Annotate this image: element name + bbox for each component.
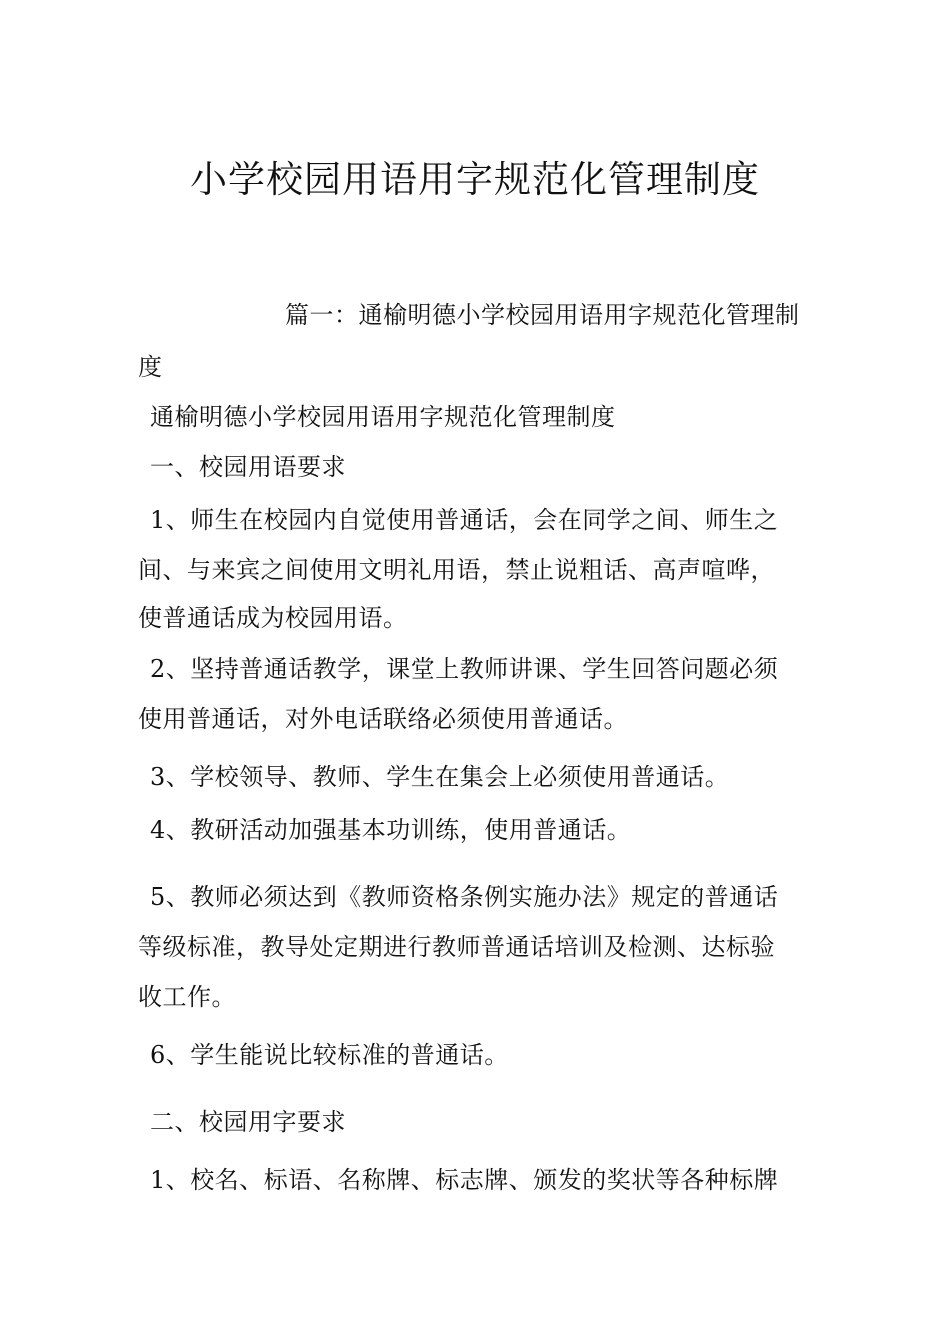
section-2-item-1-line-1: 1、校名、标语、名称牌、标志牌、颁发的奖状等各种标牌 (150, 1166, 779, 1194)
subtitle-line-1: 篇一：通榆明德小学校园用语用字规范化管理制 (285, 301, 800, 329)
item-4-line-1: 4、教研活动加强基本功训练，使用普通话。 (150, 816, 632, 844)
item-2-line-1: 2、坚持普通话教学，课堂上教师讲课、学生回答问题必须 (150, 655, 779, 683)
item-5-line-3: 收工作。 (138, 983, 236, 1011)
item-2-line-2: 使用普通话，对外电话联络必须使用普通话。 (138, 705, 628, 733)
document-title: 小学校园用语用字规范化管理制度 (190, 158, 760, 201)
document-heading: 通榆明德小学校园用语用字规范化管理制度 (150, 403, 616, 431)
item-6-line-1: 6、学生能说比较标准的普通话。 (150, 1041, 509, 1069)
item-1-line-1: 1、师生在校园内自觉使用普通话，会在同学之间、师生之 (150, 506, 779, 534)
item-3-line-1: 3、学校领导、教师、学生在集会上必须使用普通话。 (150, 763, 730, 791)
section-1-title: 一、校园用语要求 (150, 453, 346, 481)
subtitle-line-2: 度 (138, 353, 163, 381)
item-5-line-1: 5、教师必须达到《教师资格条例实施办法》规定的普通话 (150, 883, 779, 911)
section-2-title: 二、校园用字要求 (150, 1108, 346, 1136)
item-1-line-2: 间、与来宾之间使用文明礼用语，禁止说粗话、高声喧哗， (138, 556, 775, 584)
item-5-line-2: 等级标准，教导处定期进行教师普通话培训及检测、达标验 (138, 933, 775, 961)
item-1-line-3: 使普通话成为校园用语。 (138, 604, 408, 632)
